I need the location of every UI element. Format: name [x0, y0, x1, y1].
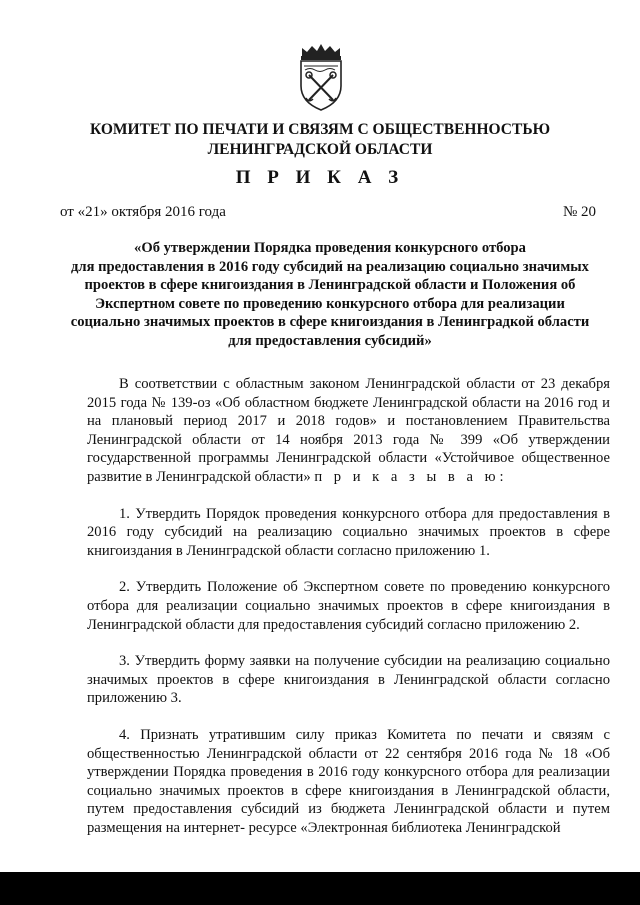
coat-of-arms-emblem	[296, 42, 346, 112]
committee-name	[60, 120, 580, 160]
order-item-1: 1. Утвердить Порядок проведения конкурсного отбора для предоставления в 2016 году субсидий на реализацию социально значимых проектов в сфере книгоиздания в Ленинградской области согласно приложению 1.	[87, 505, 610, 559]
order-title: П Р И К А З	[235, 167, 405, 188]
committee-line-1: КОМИТЕТ ПО ПЕЧАТИ И СВЯЗЯМ С ОБЩЕСТВЕННОСТЬЮ	[89, 121, 551, 138]
subject-line: Экспертном совете по проведению конкурсного отбора для реализации	[95, 295, 565, 312]
subject-line: социально значимых проектов в сфере книгоиздания в Ленинградкой области	[70, 314, 590, 330]
order-item-3: 3. Утвердить форму заявки на получение субсидии на реализацию социально значимых проектов в сфере книгоиздания в Ленинградской области согласно приложению 3.	[87, 653, 610, 707]
order-subject	[50, 239, 610, 350]
committee-line-2: ЛЕНИНГРАДСКОЙ ОБЛАСТИ	[207, 141, 433, 158]
order-body	[87, 375, 610, 837]
order-verb: п р и к а з ы в а ю:	[314, 468, 508, 485]
subject-line: для предоставления субсидий»	[228, 332, 432, 349]
preamble-paragraph	[87, 375, 610, 487]
scan-edge-bar	[0, 872, 640, 905]
order-number: № 20	[562, 204, 596, 220]
order-item-4: 4. Признать утратившим силу приказ Комитета по печати и связям с общественностью Ленинградской области от 22 сентября 2016 года № 18 «Об утверждении Порядка проведения в 2016 году конкурсного отбора для реализации социально значимых проектов в сфере книгоиздания в Ленинградской области, путем предоставления субсидий из бюджета Ленинградской области и путем размещения на интернет- ресурсе «Электронная библиотека Ленинградской	[87, 726, 610, 836]
order-item-2: 2. Утвердить Положение об Экспертном совете по проведению конкурсного отбора для реализации социально значимых проектов в сфере книгоиздания в Ленинградской области для предоставления субсидий согласно приложению 2.	[87, 579, 610, 633]
subject-line: для предоставления в 2016 году субсидий на реализацию социально значимых	[71, 258, 589, 275]
subject-line: «Об утверждении Порядка проведения конкурсного отбора	[134, 240, 526, 256]
order-date: от «21» октября 2016 года	[60, 204, 226, 220]
subject-line: проектов в сфере книгоиздания в Ленинградской области и Положения об	[84, 277, 576, 293]
preamble-text: В соответствии с областным законом Ленинградской области от 23 декабря 2015 года № 139-оз «Об областном бюджете Ленинградской области на 2016 год и на плановый период 2017 и 2018 годов» и постановлением Правительства Ленинградской области от 14 ноября 2013 года № 399 «Об утверждении государственной программы Ленинградской области «Устойчивое общественное развитие в Ленинградской области»	[87, 376, 610, 485]
